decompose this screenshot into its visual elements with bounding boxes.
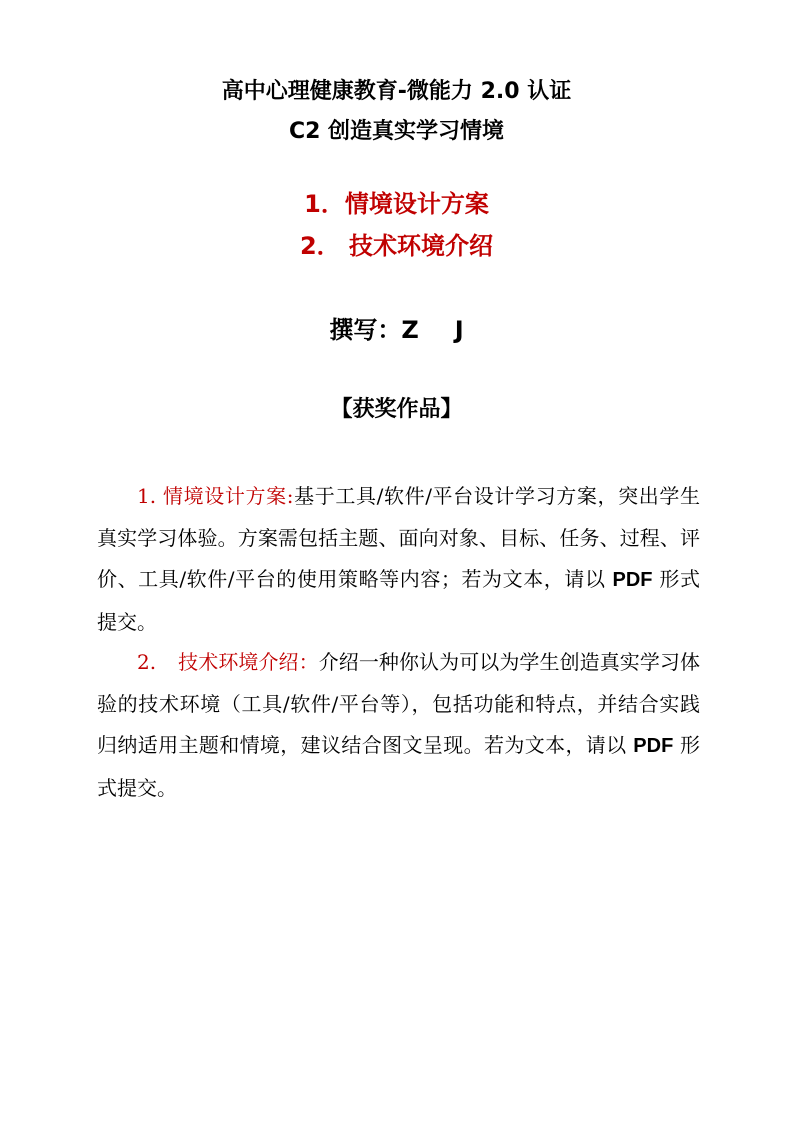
description-paragraph-2 [97, 642, 700, 809]
item-scenario-design: 1．情境设计方案 [304, 190, 489, 218]
description-2-label: 技术环境介绍： [178, 650, 319, 674]
description-2-text-b: 形式提交。 [97, 733, 701, 800]
description-paragraph-1 [97, 476, 700, 643]
description-1-label: 1. 情境设计方案: [137, 484, 294, 508]
description-2-text-a: 介绍一种你认为可以为学生创造真实学习体验的技术环境（工具/软件/平台等），包括功能和特点，并结合实践归纳适用主题和情境，建议结合图文呈现。若为文本，请以 [97, 650, 701, 757]
description-1-pdf: PDF [612, 569, 653, 591]
document-subtitle: C2 创造真实学习情境 [288, 119, 505, 144]
document-title: 高中心理健康教育-微能力 2.0 认证 [221, 79, 572, 104]
author-label: 撰写：Z [329, 316, 419, 344]
author-line [0, 310, 793, 345]
description-2-pdf: PDF [633, 735, 674, 757]
description-1-text-b: 形式提交。 [97, 567, 701, 634]
description-1-text-a: 基于工具/软件/平台设计学习方案，突出学生真实学习体验。方案需包括主题、面向对象、目标、任务、过程、评价、工具/软件/平台的使用策略等内容；若为文本，请以 [97, 484, 700, 591]
author-initial: J [454, 316, 464, 344]
award-label: 【获奖作品】 [330, 397, 463, 422]
description-2-number: 2. [137, 650, 157, 674]
item-tech-environment: 2． 技术环境介绍 [299, 232, 494, 260]
